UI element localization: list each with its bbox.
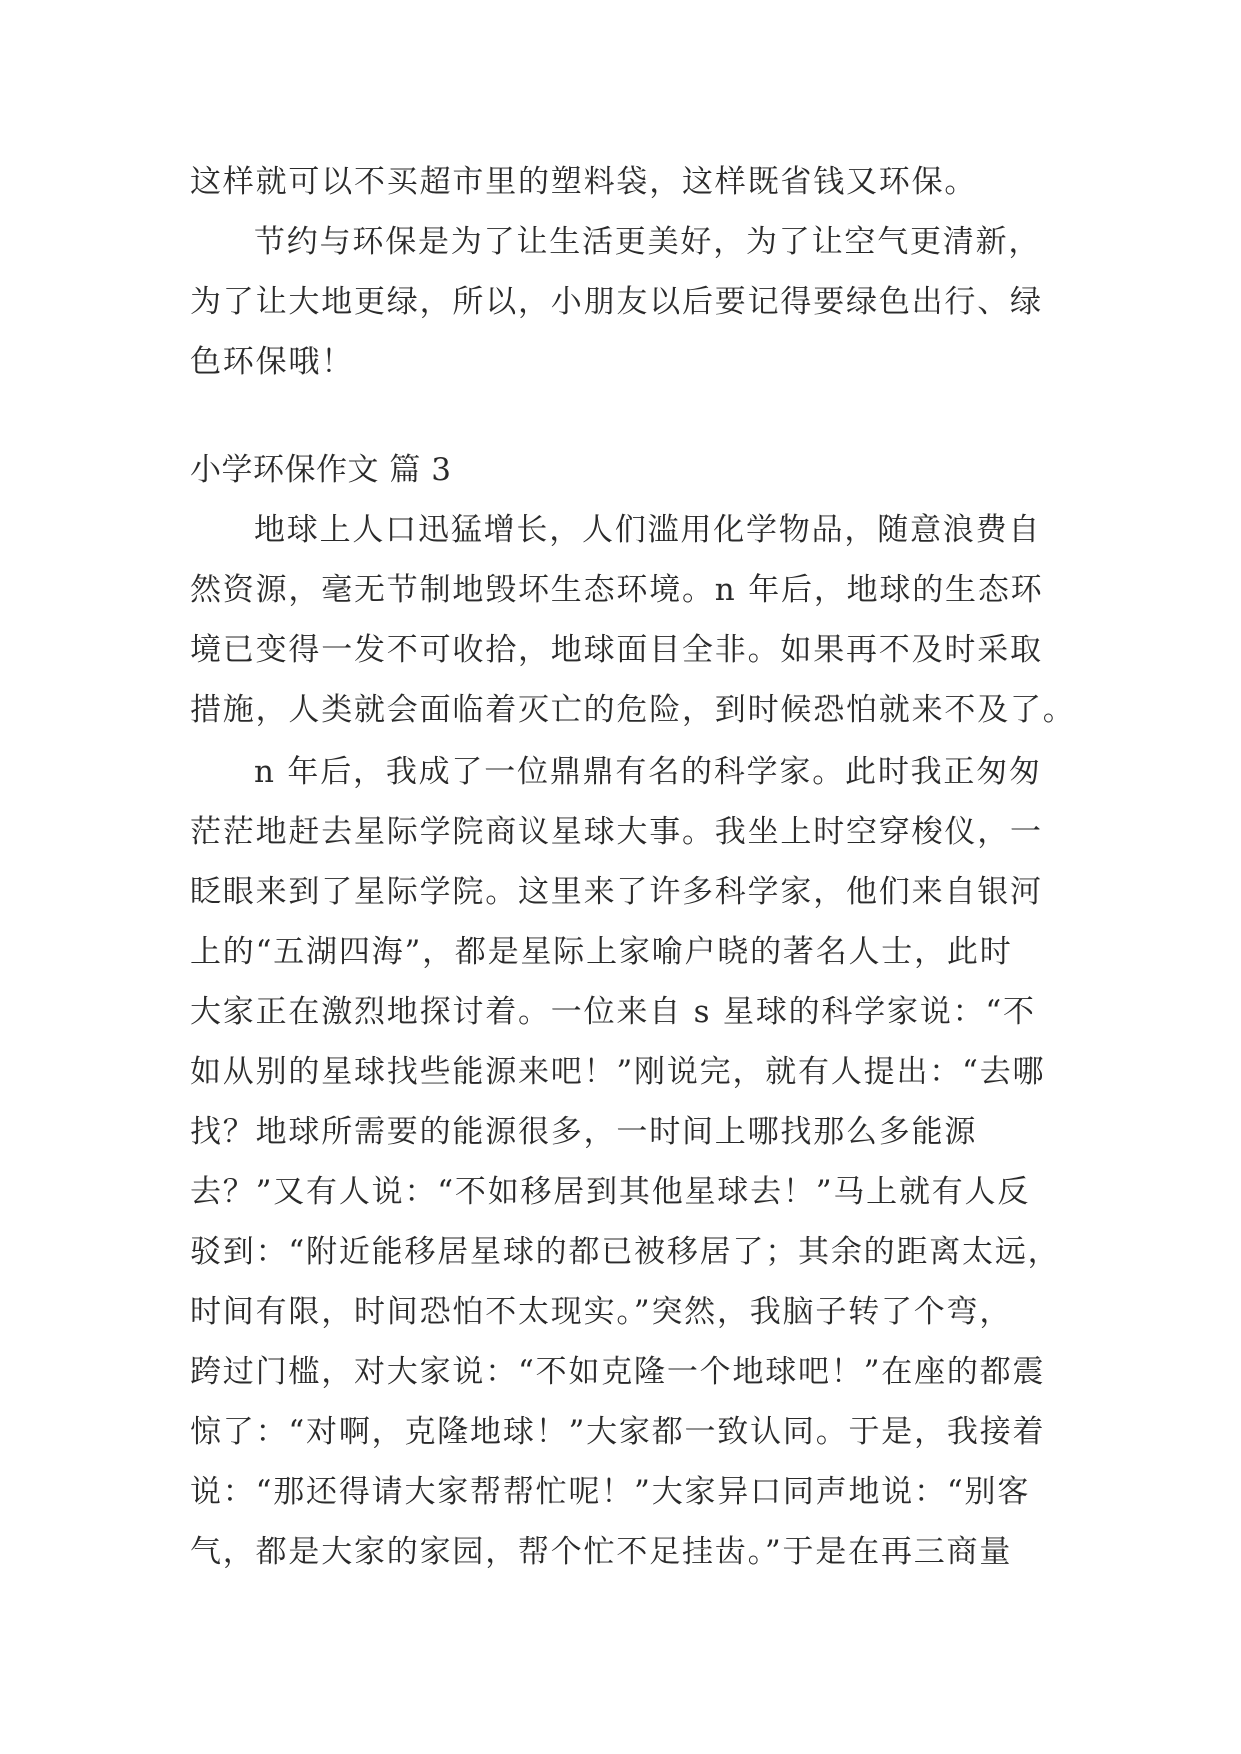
- paragraph-line: 这样就可以不买超市里的塑料袋，这样既省钱又环保。: [190, 164, 978, 200]
- paragraph-line: 惊了：“对啊，克隆地球！”大家都一致认同。于是，我接着: [190, 1414, 1046, 1450]
- section-heading: 小学环保作文 篇 3: [190, 452, 452, 488]
- paragraph-line: 然资源，毫无节制地毁坏生态环境。n 年后，地球的生态环: [190, 572, 1044, 608]
- paragraph-line: 时间有限，时间恐怕不太现实。”突然，我脑子转了个弯，: [190, 1294, 1013, 1330]
- paragraph-line: 节约与环保是为了让生活更美好，为了让空气更清新，: [254, 224, 1042, 260]
- paragraph-line: 跨过门槛，对大家说：“不如克隆一个地球吧！”在座的都震: [190, 1354, 1046, 1390]
- paragraph-line: 眨眼来到了星际学院。这里来了许多科学家，他们来自银河: [190, 874, 1043, 910]
- paragraph-line: 气，都是大家的家园，帮个忙不足挂齿。”于是在再三商量: [190, 1534, 1013, 1570]
- paragraph-line: 驳到：“附近能移居星球的都已被移居了；其余的距离太远，: [190, 1234, 1061, 1270]
- paragraph-line: 上的“五湖四海”，都是星际上家喻户晓的著名人士，此时: [190, 934, 1013, 970]
- paragraph-line: 茫茫地赶去星际学院商议星球大事。我坐上时空穿梭仪，一: [190, 814, 1043, 850]
- paragraph-line: 措施，人类就会面临着灭亡的危险，到时候恐怕就来不及了。: [190, 692, 1076, 728]
- paragraph-line: 地球上人口迅猛增长，人们滥用化学物品，随意浪费自: [254, 512, 1042, 548]
- paragraph-line: 去？”又有人说：“不如移居到其他星球去！”马上就有人反: [190, 1174, 1031, 1210]
- paragraph-line: 大家正在激烈地探讨着。一位来自 s 星球的科学家说：“不: [190, 994, 1036, 1030]
- paragraph-line: n 年后，我成了一位鼎鼎有名的科学家。此时我正匆匆: [254, 754, 1042, 790]
- paragraph-line: 为了让大地更绿，所以，小朋友以后要记得要绿色出行、绿: [190, 284, 1043, 320]
- paragraph-line: 找？地球所需要的能源很多，一时间上哪找那么多能源: [190, 1114, 978, 1150]
- paragraph-line: 说：“那还得请大家帮帮忙呢！”大家异口同声地说：“别客: [190, 1474, 1031, 1510]
- paragraph-line: 境已变得一发不可收拾，地球面目全非。如果再不及时采取: [190, 632, 1043, 668]
- paragraph-line: 如从别的星球找些能源来吧！”刚说完，就有人提出：“去哪: [190, 1054, 1046, 1090]
- paragraph-line: 色环保哦！: [190, 344, 354, 380]
